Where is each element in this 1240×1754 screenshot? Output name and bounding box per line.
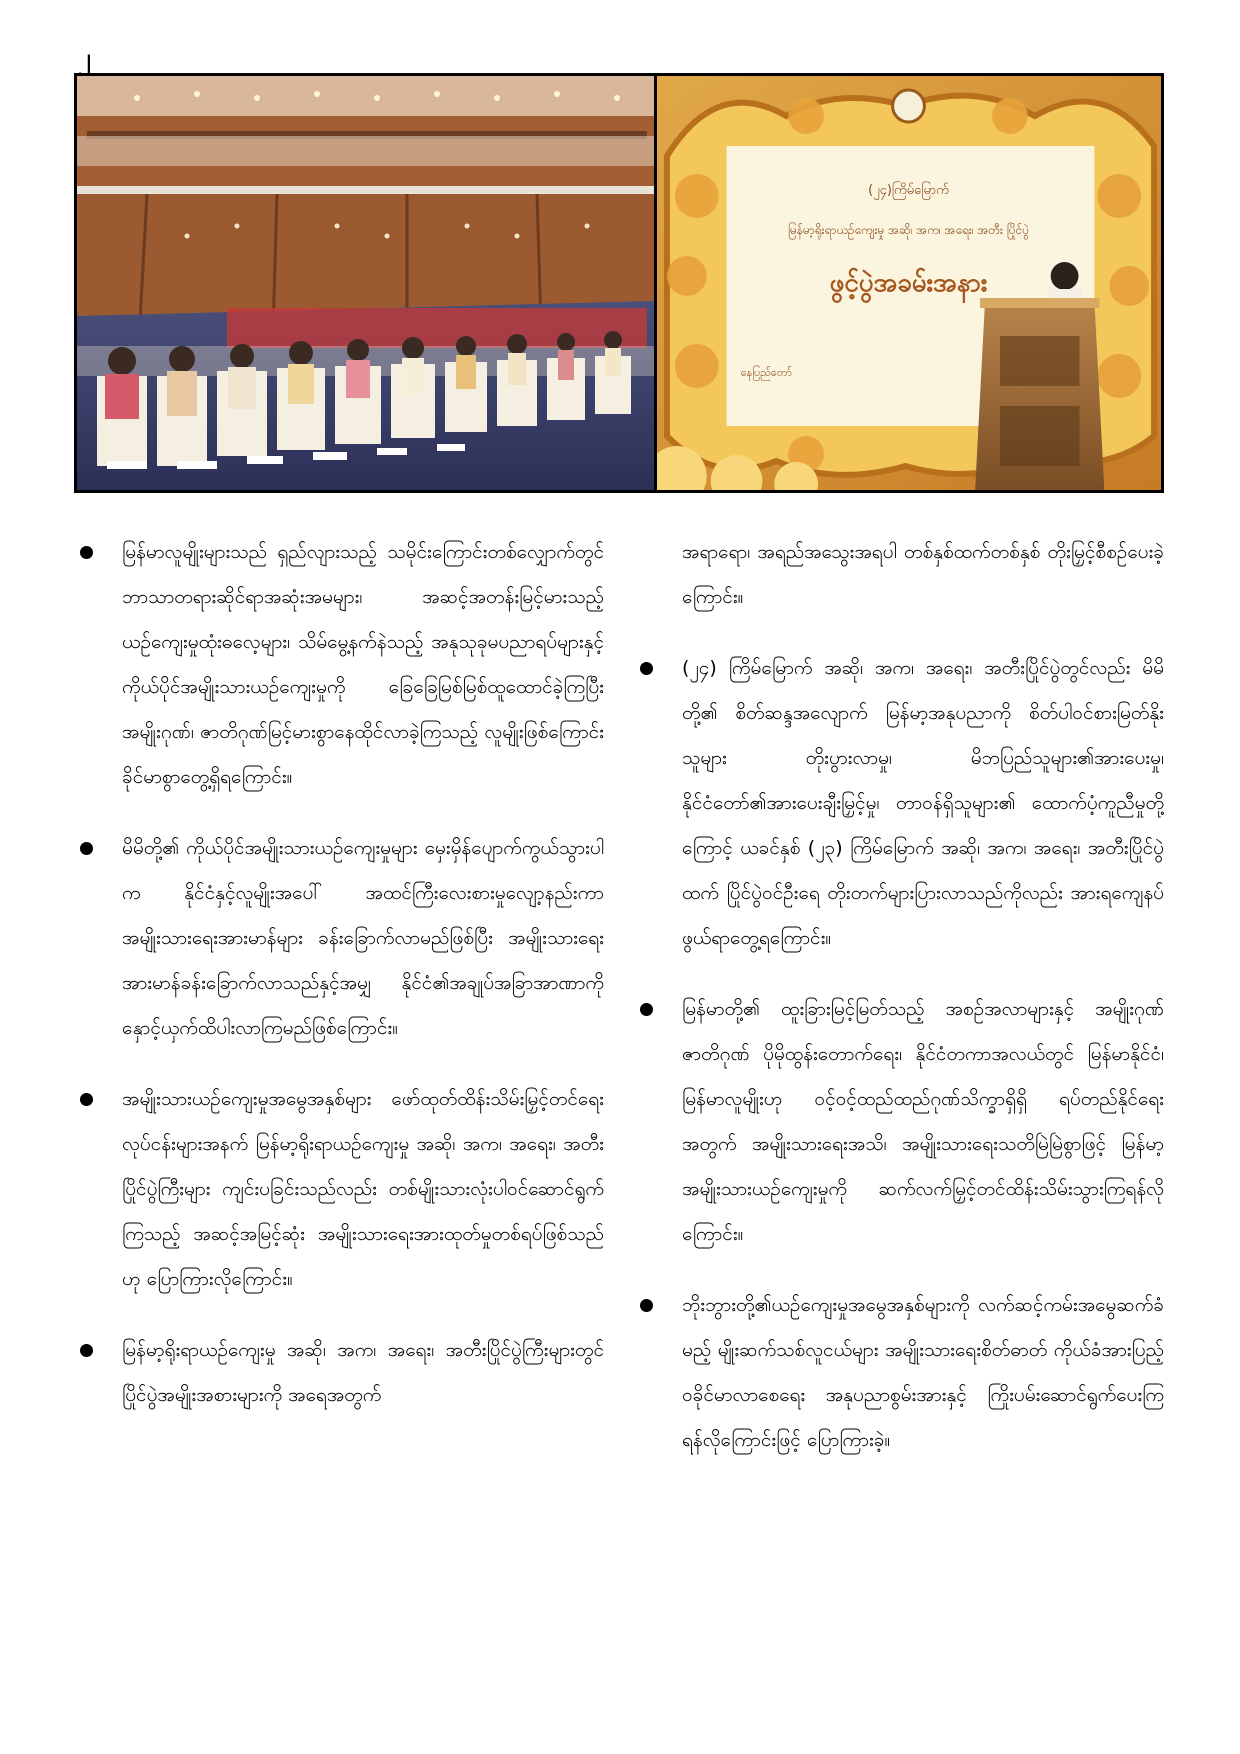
left-column	[74, 530, 604, 1730]
bullet-text: မြန်မာလူမျိုးများသည် ရှည်လျားသည့် သမိုင်းကြောင်းတစ်လျှောက်တွင် ဘာသာတရားဆိုင်ရာအဆုံးအမများ၊ အဆင့်အတန်းမြင့်မားသည့် ယဉ်ကျေးမှုထုံးဓလေ့များ၊ သိမ်မွေ့နက်နဲသည့် အနုသုခုမပညာရပ်များနှင့် ကိုယ်ပိုင်အမျိုးသားယဉ်ကျေးမှုကို ခြေခြေမြစ်မြစ်ထူထောင်ခဲ့ကြပြီး အမျိုးဂုဏ်၊ ဇာတိဂုဏ်မြင့်မားစွာနေထိုင်လာခဲ့ကြသည့် လူမျိုးဖြစ်ကြောင်း ခိုင်မာစွာတွေ့ရှိရကြောင်း။	[122, 541, 604, 788]
banner-footer-left: နေပြည်တော်	[740, 365, 792, 380]
list-item	[74, 530, 604, 800]
left-bullet-list	[74, 530, 604, 1418]
bullet-text: မိမိတို့၏ ကိုယ်ပိုင်အမျိုးသားယဉ်ကျေးမှုများ မှေးမှိန်ပျောက်ကွယ်သွားပါက နိုင်ငံနှင့်လူမျိုးအပေါ် အထင်ကြီးလေးစားမှုလျော့နည်းကာ အမျိုးသားရေးအားမာန်များ ခန်းခြောက်လာမည်ဖြစ်ပြီး အမျိုးသားရေးအားမာန်ခန်းခြောက်လာသည်နှင့်အမျှ နိုင်ငံ၏အချုပ်အခြာအာဏာကို နှောင့်ယှက်ထိပါးလာကြမည်ဖြစ်ကြောင်း။	[122, 837, 604, 1039]
bullet-text: မြန်မာ့ရိုးရာယဉ်ကျေးမှု အဆို၊ အက၊ အရေး၊ အတီးပြိုင်ပွဲကြီးများတွင် ပြိုင်ပွဲအမျိုးအစားများကို အရေအတွက်	[122, 1339, 604, 1406]
bullet-text: အမျိုးသားယဉ်ကျေးမှုအမွေအနှစ်များ ဖော်ထုတ်ထိန်းသိမ်းမြှင့်တင်ရေးလုပ်ငန်းများအနက် မြန်မာ့ရိုးရာယဉ်ကျေးမှု အဆို၊ အက၊ အရေး၊ အတီးပြိုင်ပွဲကြီးများ ကျင်းပခြင်းသည်လည်း တစ်မျိုးသားလုံးပါဝင်ဆောင်ရွက်ကြသည့် အဆင့်အမြင့်ဆုံး အမျိုးသားရေးအားထုတ်မှုတစ်ရပ်ဖြစ်သည်ဟု ပြောကြားလိုကြောင်း။	[122, 1088, 604, 1290]
list-item	[74, 1328, 604, 1418]
bullet-text: ဘိုးဘွားတို့၏ယဉ်ကျေးမှုအမွေအနှစ်များကို လက်ဆင့်ကမ်းအမွေဆက်ခံမည့် မျိုးဆက်သစ်လူငယ်များ အမျိုးသားရေးစိတ်ဓာတ် ကိုယ်ခံအားပြည့်ဝခိုင်မာလာစေရေး အနုပညာစွမ်းအားနှင့် ကြိုးပမ်းဆောင်ရွက်ပေးကြရန်လိုကြောင်းဖြင့် ပြောကြားခဲ့။	[682, 1294, 1164, 1451]
stage-photo-illustration	[657, 76, 1161, 490]
page-number: ၂	[78, 42, 91, 72]
bullet-icon	[640, 1003, 653, 1016]
bullet-icon	[80, 842, 93, 855]
bullet-icon	[80, 1344, 93, 1357]
right-bullet-list	[634, 646, 1164, 1463]
banner-line3: ဖွင့်ပွဲအခမ်းအနား	[829, 267, 988, 299]
text-columns	[74, 530, 1164, 1730]
auditorium-photo-illustration	[77, 76, 654, 490]
list-item	[74, 826, 604, 1051]
bullet-icon	[80, 1093, 93, 1106]
right-column	[634, 530, 1164, 1730]
bullet-icon	[80, 546, 93, 559]
list-item	[634, 987, 1164, 1257]
list-item	[634, 1283, 1164, 1463]
banner-line1: (၂၄)ကြိမ်မြောက်	[868, 182, 949, 199]
bullet-text: မြန်မာတို့၏ ထူးခြားမြင့်မြတ်သည့် အစဉ်အလာများနှင့် အမျိုးဂုဏ်ဇာတိဂုဏ် ပိုမိုထွန်းတောက်ရေး၊ နိုင်ငံတကာအလယ်တွင် မြန်မာနိုင်ငံ၊ မြန်မာလူမျိုးဟု ဝင့်ဝင့်ထည်ထည်ဂုဏ်သိက္ခာရှိရှိ ရပ်တည်နိုင်ရေးအတွက် အမျိုးသားရေးအသိ၊ အမျိုးသားရေးသတိမြဲမြဲစွာဖြင့် မြန်မာ့အမျိုးသားယဉ်ကျေးမှုကို ဆက်လက်မြှင့်တင်ထိန်းသိမ်းသွားကြရန်လိုကြောင်း။	[682, 998, 1164, 1245]
list-item	[74, 1077, 604, 1302]
continued-paragraph: အရာရော၊ အရည်အသွေးအရပါ တစ်နှစ်ထက်တစ်နှစ် တိုးမြှင့်စီစဉ်ပေးခဲ့ကြောင်း။	[682, 541, 1164, 608]
bullet-text: (၂၄) ကြိမ်မြောက် အဆို၊ အက၊ အရေး၊ အတီးပြိုင်ပွဲတွင်လည်း မိမိတို့၏ စိတ်ဆန္ဒအလျောက် မြန်မာ့အနုပညာကို စိတ်ပါဝင်စားမြတ်နိုးသူများ တိုးပွားလာမှု၊ မိဘပြည်သူများ၏အားပေးမှု၊ နိုင်ငံတော်၏အားပေးချီးမြှင့်မှု၊ တာဝန်ရှိသူများ၏ ထောက်ပံ့ကူညီမှုတို့ကြောင့် ယခင်နှစ် (၂၃) ကြိမ်မြောက် အဆို၊ အက၊ အရေး၊ အတီးပြိုင်ပွဲထက် ပြိုင်ပွဲဝင်ဦးရေ တိုးတက်များပြားလာသည်ကိုလည်း အားရကျေနပ်ဖွယ်ရာတွေ့ရကြောင်း။	[682, 657, 1164, 949]
list-item	[634, 646, 1164, 961]
bullet-icon	[640, 1299, 653, 1312]
opening-ceremony-stage-photo	[657, 76, 1161, 490]
banner-line2: မြန်မာ့ရိုးရာယဉ်ကျေးမှု အဆို၊ အက၊ အရေး၊ အတီး ပြိုင်ပွဲ	[787, 222, 1030, 238]
photo-strip	[74, 73, 1164, 493]
auditorium-audience-photo	[77, 76, 657, 490]
bullet-icon	[640, 662, 653, 675]
